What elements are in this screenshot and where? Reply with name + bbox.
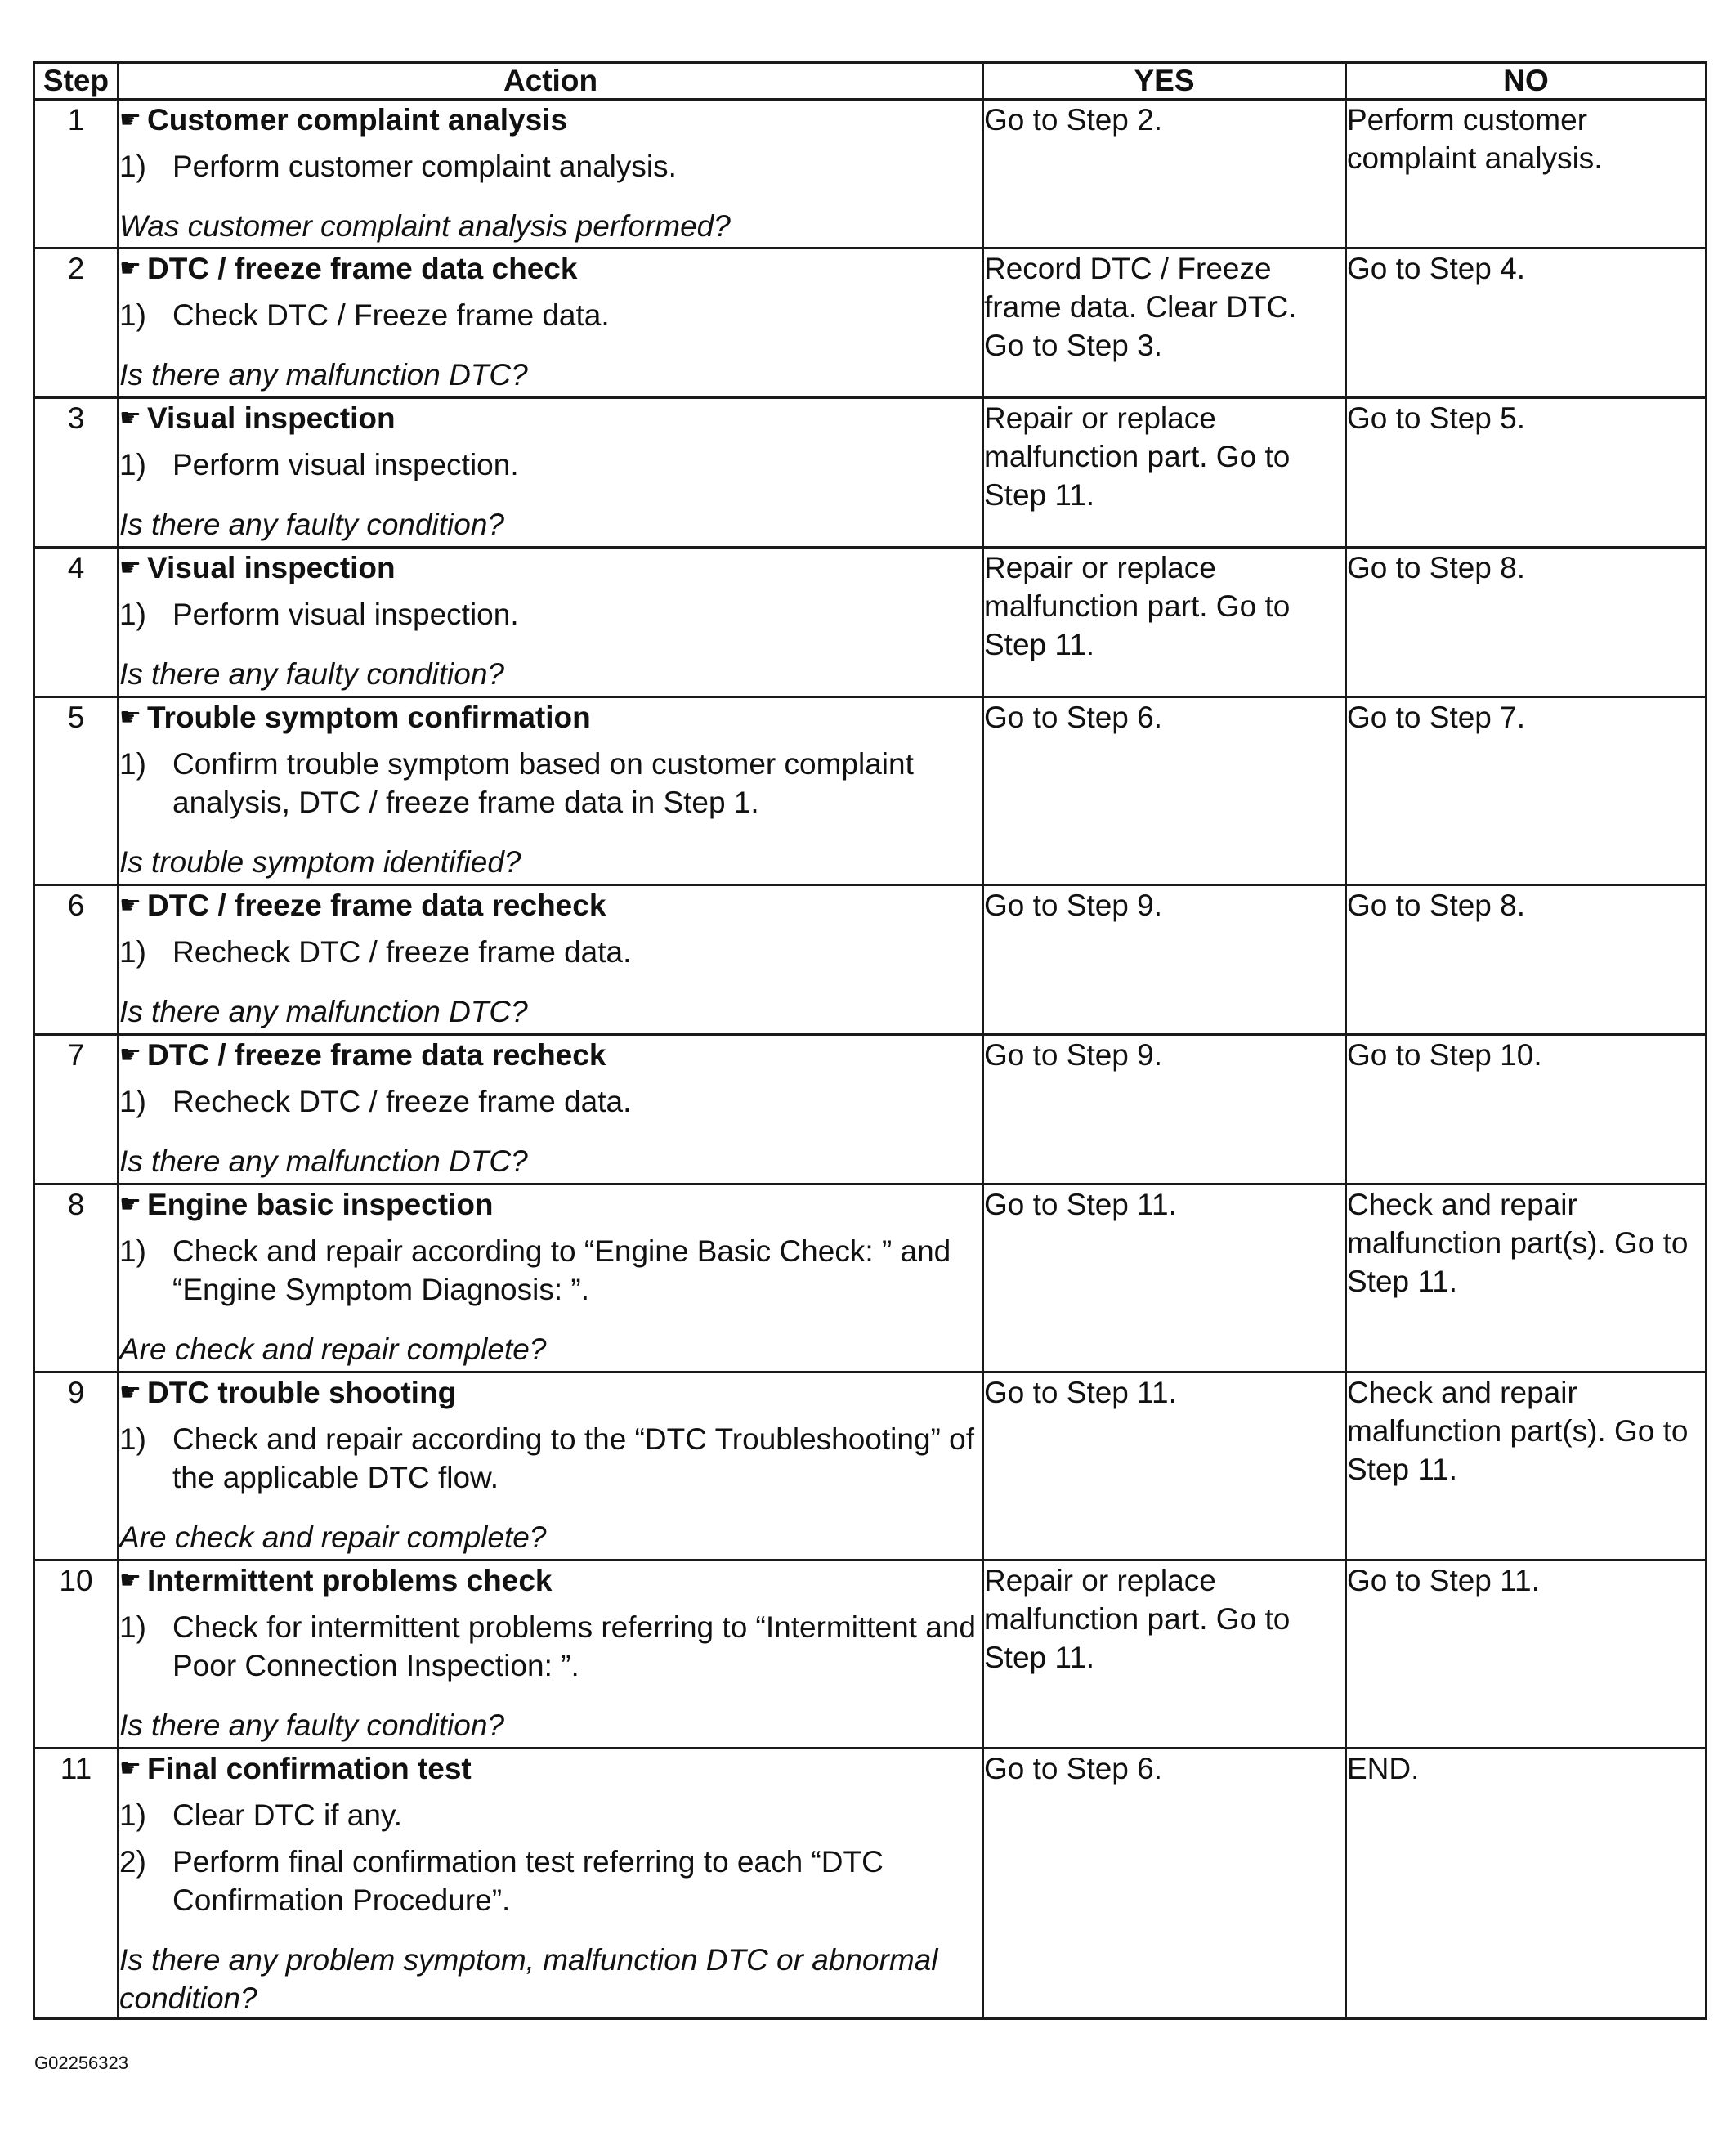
action-item (119, 147, 982, 186)
pointing-hand-icon: ☛ (119, 704, 141, 731)
action-question: Is trouble symptom identified? (119, 845, 521, 879)
action-title (119, 1749, 982, 1788)
action-item (119, 1796, 982, 1834)
action-item (119, 745, 982, 822)
no-result: Go to Step 10. (1346, 1035, 1707, 1184)
action-question: Is there any malfunction DTC? (119, 995, 528, 1028)
action-item-number: 1) (119, 747, 146, 781)
action-item-number: 2) (119, 1845, 146, 1879)
action-item-text: Confirm trouble symptom based on customer complaint analysis, DTC / freeze frame data in Step 1. (172, 747, 914, 819)
table-row (34, 249, 1707, 398)
header-no: NO (1346, 63, 1707, 100)
action-question: Are check and repair complete? (119, 1332, 547, 1366)
action-cell (119, 1184, 983, 1373)
action-item (119, 933, 982, 971)
header-row (34, 63, 1707, 100)
no-result: Go to Step 7. (1346, 697, 1707, 885)
pointing-hand-icon: ☛ (119, 1041, 141, 1068)
action-title-text: Final confirmation test (147, 1752, 472, 1785)
yes-result: Go to Step 11. (983, 1184, 1346, 1373)
action-question: Is there any faulty condition? (119, 508, 505, 541)
action-cell (119, 548, 983, 697)
step-number: 10 (34, 1561, 119, 1749)
action-item (119, 1608, 982, 1685)
action-cell (119, 1035, 983, 1184)
action-item-number: 1) (119, 1798, 146, 1832)
step-number: 5 (34, 697, 119, 885)
yes-result: Go to Step 9. (983, 1035, 1346, 1184)
action-item-text: Clear DTC if any. (172, 1798, 402, 1832)
action-title (119, 1373, 982, 1412)
action-title (119, 886, 982, 925)
no-result: Check and repair malfunction part(s). Go to Step 11. (1346, 1373, 1707, 1561)
no-result: Check and repair malfunction part(s). Go to Step 11. (1346, 1184, 1707, 1373)
action-item-text: Check and repair according to “Engine Basic Check: ” and “Engine Symptom Diagnosis: ”. (172, 1234, 951, 1306)
action-cell (119, 1561, 983, 1749)
action-title (119, 549, 982, 587)
action-item (119, 595, 982, 634)
action-cell (119, 398, 983, 548)
step-number: 1 (34, 100, 119, 249)
action-item-number: 1) (119, 1610, 146, 1644)
step-number: 11 (34, 1749, 119, 2019)
yes-result: Go to Step 6. (983, 1749, 1346, 2019)
no-result: END. (1346, 1749, 1707, 2019)
header-action: Action (119, 63, 983, 100)
action-question: Is there any faulty condition? (119, 657, 505, 691)
action-item-text: Perform final confirmation test referring to each “DTC Confirmation Procedure”. (172, 1845, 884, 1917)
action-item-text: Recheck DTC / freeze frame data. (172, 1085, 632, 1118)
step-number: 4 (34, 548, 119, 697)
action-cell (119, 100, 983, 249)
action-item-number: 1) (119, 448, 146, 481)
action-title (119, 249, 982, 288)
action-item-text: Check for intermittent problems referring to “Intermittent and Poor Connection Inspection: ”. (172, 1610, 976, 1682)
action-item (119, 296, 982, 334)
header-yes: YES (983, 63, 1346, 100)
step-number: 7 (34, 1035, 119, 1184)
pointing-hand-icon: ☛ (119, 1567, 141, 1594)
yes-result: Repair or replace malfunction part. Go to Step 11. (983, 398, 1346, 548)
action-item-text: Perform visual inspection. (172, 448, 519, 481)
action-title (119, 1185, 982, 1224)
table-row (34, 1749, 1707, 2019)
table-row (34, 1035, 1707, 1184)
action-cell (119, 697, 983, 885)
action-title (119, 1036, 982, 1074)
action-item-number: 1) (119, 1085, 146, 1118)
no-result: Go to Step 4. (1346, 249, 1707, 398)
step-number: 8 (34, 1184, 119, 1373)
yes-result: Repair or replace malfunction part. Go to Step 11. (983, 548, 1346, 697)
action-title (119, 698, 982, 737)
action-title-text: Intermittent problems check (147, 1564, 553, 1597)
table-row (34, 697, 1707, 885)
no-result: Perform customer complaint analysis. (1346, 100, 1707, 249)
action-question: Is there any malfunction DTC? (119, 358, 528, 392)
yes-result: Go to Step 2. (983, 100, 1346, 249)
table-row (34, 100, 1707, 249)
action-item (119, 1232, 982, 1309)
action-item (119, 446, 982, 484)
yes-result: Go to Step 9. (983, 885, 1346, 1035)
action-title-text: DTC / freeze frame data recheck (147, 1038, 606, 1072)
yes-result: Go to Step 6. (983, 697, 1346, 885)
no-result: Go to Step 8. (1346, 548, 1707, 697)
action-title-text: DTC / freeze frame data check (147, 252, 578, 285)
table-row (34, 1561, 1707, 1749)
table-row (34, 1184, 1707, 1373)
pointing-hand-icon: ☛ (119, 1755, 141, 1782)
action-title (119, 1561, 982, 1600)
action-item (119, 1420, 982, 1497)
action-question: Is there any faulty condition? (119, 1708, 505, 1742)
table-row (34, 548, 1707, 697)
yes-result: Go to Step 11. (983, 1373, 1346, 1561)
action-item-text: Perform visual inspection. (172, 598, 519, 631)
action-item-text: Check DTC / Freeze frame data. (172, 298, 610, 332)
yes-result: Record DTC / Freeze frame data. Clear DTC. Go to Step 3. (983, 249, 1346, 398)
action-item (119, 1843, 982, 1919)
no-result: Go to Step 5. (1346, 398, 1707, 548)
action-item-number: 1) (119, 150, 146, 183)
action-item-number: 1) (119, 1234, 146, 1268)
action-item (119, 1082, 982, 1121)
action-question: Are check and repair complete? (119, 1520, 547, 1554)
pointing-hand-icon: ☛ (119, 892, 141, 919)
pointing-hand-icon: ☛ (119, 255, 141, 282)
pointing-hand-icon: ☛ (119, 106, 141, 133)
action-item-number: 1) (119, 1422, 146, 1456)
table-row (34, 885, 1707, 1035)
action-title-text: DTC / freeze frame data recheck (147, 889, 606, 922)
action-title-text: DTC trouble shooting (147, 1376, 457, 1409)
step-number: 3 (34, 398, 119, 548)
yes-result: Repair or replace malfunction part. Go to Step 11. (983, 1561, 1346, 1749)
table-row (34, 1373, 1707, 1561)
action-title-text: Trouble symptom confirmation (147, 701, 591, 734)
header-step: Step (34, 63, 119, 100)
step-number: 9 (34, 1373, 119, 1561)
action-title-text: Customer complaint analysis (147, 103, 568, 137)
step-number: 2 (34, 249, 119, 398)
action-item-text: Check and repair according to the “DTC Troubleshooting” of the applicable DTC flow. (172, 1422, 975, 1494)
action-item-text: Recheck DTC / freeze frame data. (172, 935, 632, 969)
action-title (119, 399, 982, 437)
action-title-text: Visual inspection (147, 401, 396, 435)
pointing-hand-icon: ☛ (119, 1191, 141, 1218)
table-row (34, 398, 1707, 548)
action-question: Is there any malfunction DTC? (119, 1144, 528, 1178)
action-cell (119, 249, 983, 398)
action-item-number: 1) (119, 598, 146, 631)
action-item-number: 1) (119, 298, 146, 332)
step-number: 6 (34, 885, 119, 1035)
pointing-hand-icon: ☛ (119, 554, 141, 581)
diagnostic-flow-table (33, 61, 1707, 2020)
action-title-text: Engine basic inspection (147, 1188, 494, 1221)
action-question: Was customer complaint analysis performed? (119, 209, 731, 243)
figure-id: G02256323 (34, 2053, 128, 2073)
action-title-text: Visual inspection (147, 551, 396, 584)
no-result: Go to Step 11. (1346, 1561, 1707, 1749)
action-title (119, 101, 982, 139)
action-cell (119, 1749, 983, 2019)
action-question: Is there any problem symptom, malfunction DTC or abnormal condition? (119, 1943, 938, 2015)
action-cell (119, 885, 983, 1035)
no-result: Go to Step 8. (1346, 885, 1707, 1035)
action-cell (119, 1373, 983, 1561)
action-item-text: Perform customer complaint analysis. (172, 150, 677, 183)
action-item-number: 1) (119, 935, 146, 969)
pointing-hand-icon: ☛ (119, 1379, 141, 1406)
pointing-hand-icon: ☛ (119, 405, 141, 432)
